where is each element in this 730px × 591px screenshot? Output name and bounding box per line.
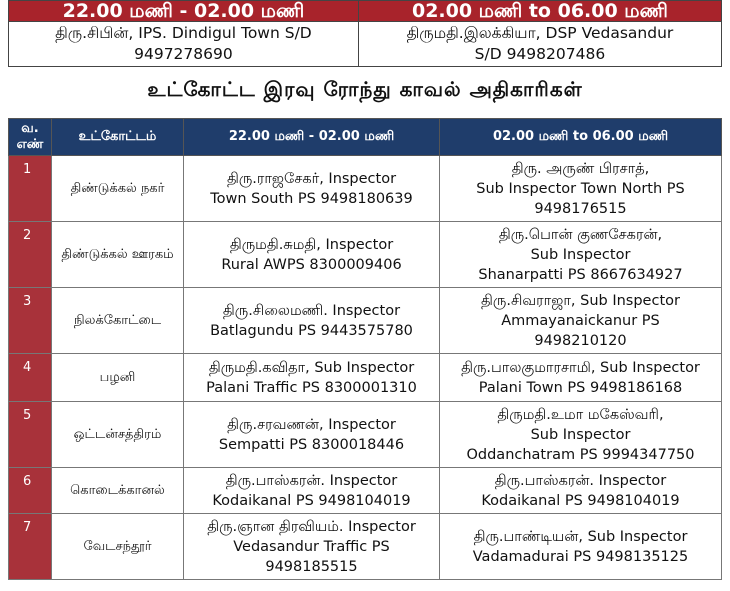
officer-line: திரு.சிலைமணி. Inspector: [222, 302, 401, 319]
row-shift1-cell: [184, 288, 440, 354]
header-subdivision: உட்கோட்டம்: [52, 119, 184, 156]
row-shift2-cell: [440, 354, 722, 402]
top-col2-phone: S/D 9498207486: [474, 45, 606, 63]
officer-line: Palani Town PS 9498186168: [478, 379, 683, 396]
page-subtitle: உட்கோட்ட இரவு ரோந்து காவல் அதிகாரிகள்: [147, 77, 583, 101]
officer-line: Sub Inspector: [530, 426, 631, 443]
officer-line: Ammayanaickanur PS: [501, 312, 660, 329]
officer-line: Palani Traffic PS 8300001310: [206, 379, 417, 396]
officer-line: Sub Inspector Town North PS: [476, 180, 685, 197]
row-serial: 2: [9, 222, 52, 288]
top-col1-officer: திரு.சிபின், IPS. Dindigul Town S/D: [55, 24, 312, 42]
row-subdivision: கொடைக்கானல்: [52, 468, 184, 514]
top-col1-cell: [9, 22, 359, 67]
top-col1-header: 22.00 மணி - 02.00 மணி: [9, 1, 359, 22]
officer-line: திரு.ராஜசேகர், Inspector: [226, 170, 397, 187]
table-row: [9, 514, 722, 580]
row-subdivision: பழனி: [52, 354, 184, 402]
officer-line: Oddanchatram PS 9994347750: [466, 446, 695, 463]
row-shift2-cell: [440, 288, 722, 354]
officer-line: 9498176515: [534, 200, 627, 217]
officer-line: திரு.சிவராஜா, Sub Inspector: [481, 292, 680, 309]
officer-line: Vedasandur Traffic PS: [233, 538, 390, 555]
row-shift1-cell: [184, 468, 440, 514]
table-row: [9, 156, 722, 222]
officer-line: திரு.பாஸ்கரன். Inspector: [225, 472, 398, 489]
row-serial: 6: [9, 468, 52, 514]
officer-line: திரு.பாஸ்கரன். Inspector: [494, 472, 667, 489]
top-col2-header: 02.00 மணி to 06.00 மணி: [358, 1, 721, 22]
top-col2-cell: [358, 22, 721, 67]
row-shift1-cell: [184, 402, 440, 468]
row-shift2-cell: [440, 222, 722, 288]
officer-line: Batlagundu PS 9443575780: [210, 322, 413, 339]
officer-line: Sempatti PS 8300018446: [218, 436, 405, 453]
officer-line: திரு.பாண்டியன், Sub Inspector: [473, 528, 688, 545]
row-serial: 4: [9, 354, 52, 402]
officer-line: திருமதி.உமா மகேஸ்வரி,: [497, 406, 664, 423]
officer-line: திருமதி.கவிதா, Sub Inspector: [208, 359, 415, 376]
row-shift1-cell: [184, 156, 440, 222]
row-subdivision: திண்டுக்கல் நகர்: [52, 156, 184, 222]
row-shift2-cell: [440, 468, 722, 514]
header-shift1: 22.00 மணி - 02.00 மணி: [184, 119, 440, 156]
officer-line: Vadamadurai PS 9498135125: [472, 548, 689, 565]
officer-line: திரு.ஞான திரவியம். Inspector: [207, 518, 416, 535]
officer-line: திரு.பாலகுமாரசாமி, Sub Inspector: [461, 359, 700, 376]
row-serial: 5: [9, 402, 52, 468]
table-header-row: [9, 119, 722, 156]
row-serial: 3: [9, 288, 52, 354]
officer-line: திருமதி.சுமதி, Inspector: [229, 236, 394, 253]
table-row: [9, 354, 722, 402]
table-row: [9, 222, 722, 288]
table-row: [9, 402, 722, 468]
row-subdivision: நிலக்கோட்டை: [52, 288, 184, 354]
table-body: [9, 156, 722, 580]
row-shift1-cell: [184, 222, 440, 288]
officers-table: [8, 118, 722, 580]
row-subdivision: வேடசந்தூர்: [52, 514, 184, 580]
top-col2-officer: திருமதி.இலக்கியா, DSP Vedasandur: [406, 24, 674, 42]
top-shift-table: [8, 0, 722, 67]
officer-line: Kodaikanal PS 9498104019: [212, 492, 411, 509]
top-header-row: [9, 1, 722, 22]
officer-line: Sub Inspector: [530, 246, 631, 263]
officer-line: Shanarpatti PS 8667634927: [478, 266, 683, 283]
row-subdivision: ஒட்டன்சத்திரம்: [52, 402, 184, 468]
officer-line: திரு.சரவணன், Inspector: [227, 416, 396, 433]
officer-line: திரு. அருண் பிரசாத்,: [511, 160, 650, 177]
row-shift1-cell: [184, 354, 440, 402]
officer-line: 9498210120: [534, 332, 627, 349]
row-shift1-cell: [184, 514, 440, 580]
officer-line: 9498185515: [265, 558, 358, 575]
row-serial: 1: [9, 156, 52, 222]
row-shift2-cell: [440, 402, 722, 468]
table-row: [9, 288, 722, 354]
header-shift2: 02.00 மணி to 06.00 மணி: [440, 119, 722, 156]
officer-line: Town South PS 9498180639: [210, 190, 413, 207]
top-officer-row: [9, 22, 722, 67]
officer-line: Kodaikanal PS 9498104019: [481, 492, 680, 509]
header-serial: வ. எண்: [9, 119, 52, 156]
officer-line: Rural AWPS 8300009406: [221, 256, 402, 273]
top-col1-phone: 9497278690: [134, 45, 233, 63]
row-shift2-cell: [440, 514, 722, 580]
officer-line: திரு.பொன் குணசேகரன்,: [498, 226, 663, 243]
row-subdivision: திண்டுக்கல் ஊரகம்: [52, 222, 184, 288]
table-row: [9, 468, 722, 514]
row-serial: 7: [9, 514, 52, 580]
row-shift2-cell: [440, 156, 722, 222]
